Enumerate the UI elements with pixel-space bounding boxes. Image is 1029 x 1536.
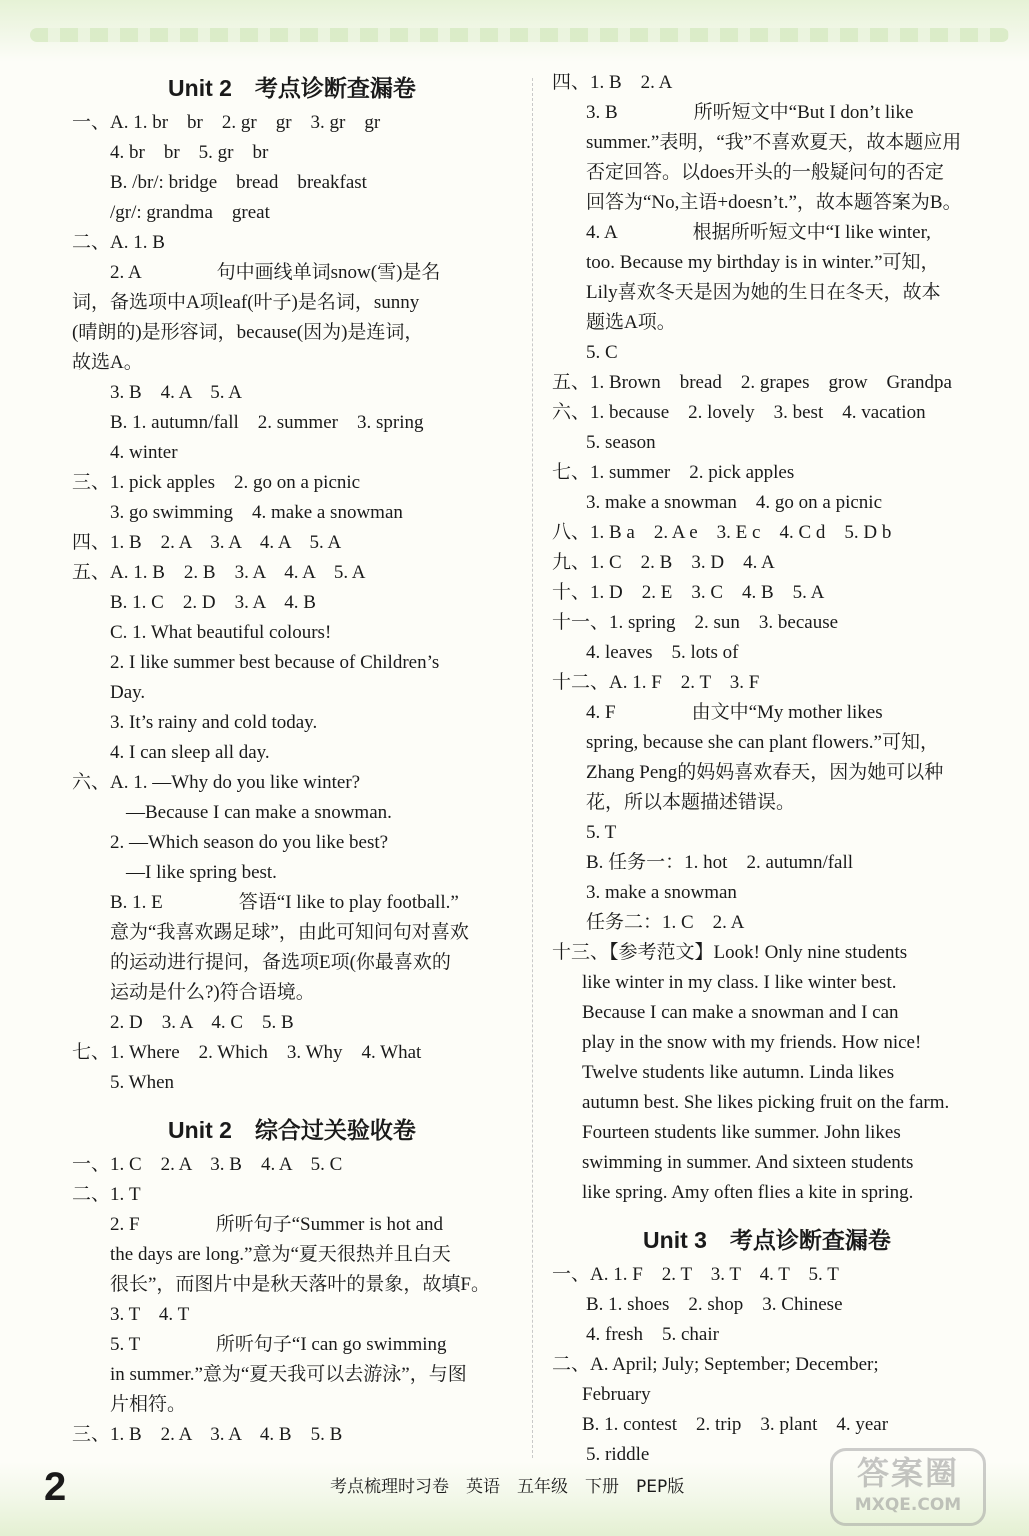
answer-line: the days are long.”意为“夏天很热并且白天	[110, 1244, 451, 1265]
answer-line: (晴朗的)是形容词，because(因为)是连词，	[72, 322, 424, 343]
answer-line: 题选A项。	[586, 312, 676, 333]
footer-book-info: 考点梳理时习卷 英语 五年级 下册 PEP版	[330, 1477, 685, 1497]
answer-line: 3. B 所听短文中“But I don’t like	[586, 102, 914, 123]
section-heading-unit2-diagnosis: Unit 2 考点诊断查漏卷	[168, 75, 416, 101]
left-column	[72, 68, 512, 1450]
answer-line: 否定回答。以does开头的一般疑问句的否定	[586, 162, 944, 183]
answer-line: 六、1. because 2. lovely 3. best 4. vacation	[552, 402, 926, 423]
answer-line: 4. A 根据所听短文中“I like winter,	[586, 222, 931, 243]
watermark-title: 答案圈	[856, 1454, 959, 1492]
answer-line: 意为“我喜欢踢足球”，由此可知问句对喜欢	[110, 922, 469, 943]
answer-line: 很长”，而图片中是秋天落叶的景象，故填F。	[110, 1274, 491, 1295]
answer-line: 3. go swimming 4. make a snowman	[110, 502, 403, 523]
answer-line: autumn best. She likes picking fruit on the farm.	[582, 1092, 950, 1113]
answer-line: 4. br br 5. gr br	[110, 142, 269, 163]
answer-line: 4. fresh 5. chair	[586, 1324, 719, 1345]
right-column	[552, 68, 982, 1470]
answer-line: 运动是什么?)符合语境。	[110, 982, 315, 1003]
top-decorative-band	[0, 0, 1029, 62]
answer-line: 二、A. April; July; September; December;	[552, 1354, 879, 1375]
answer-line: 5. C	[586, 342, 618, 363]
column-divider	[532, 78, 533, 1458]
answer-line: 四、1. B 2. A 3. A 4. A 5. A	[72, 532, 342, 553]
answer-line: B. 1. E 答语“I like to play football.”	[110, 892, 459, 913]
answer-line: 四、1. B 2. A	[552, 72, 673, 93]
answer-line: —Because I can make a snowman.	[126, 802, 392, 823]
answer-line: B. 1. C 2. D 3. A 4. B	[110, 592, 316, 613]
section-heading-unit2-review: Unit 2 综合过关验收卷	[168, 1117, 416, 1143]
answer-line: 5. season	[586, 432, 656, 453]
answer-line: 2. A 句中画线单词snow(雪)是名	[110, 262, 441, 283]
answer-line: swimming in summer. And sixteen students	[582, 1152, 914, 1173]
answer-line: B. 任务一：1. hot 2. autumn/fall	[586, 852, 854, 873]
answer-line: 4. winter	[110, 442, 178, 463]
answer-line: too. Because my birthday is in winter.”可知，	[586, 252, 940, 273]
answer-line: 4. leaves 5. lots of	[586, 642, 739, 663]
section-heading-unit3-diagnosis: Unit 3 考点诊断查漏卷	[643, 1227, 891, 1253]
answer-line: /gr/: grandma great	[110, 202, 270, 223]
answer-line: 花，所以本题描述错误。	[586, 792, 796, 813]
spacer	[552, 1208, 982, 1220]
answer-line: 六、A. 1. —Why do you like winter?	[72, 772, 361, 793]
answer-line: 七、1. summer 2. pick apples	[552, 462, 795, 483]
answer-line: 3. make a snowman	[586, 882, 737, 903]
answer-line: 3. It’s rainy and cold today.	[110, 712, 318, 733]
answer-line: 一、A. 1. F 2. T 3. T 4. T 5. T	[552, 1264, 839, 1285]
answer-line: 5. When	[110, 1072, 175, 1093]
answer-line: B. 1. shoes 2. shop 3. Chinese	[586, 1294, 843, 1315]
answer-line: 十一、1. spring 2. sun 3. because	[552, 612, 839, 633]
answer-line: 4. F 由文中“My mother likes	[586, 702, 883, 723]
answer-line: Because I can make a snowman and I can	[582, 1002, 899, 1023]
answer-line: Day.	[110, 682, 146, 703]
answer-line: 的运动进行提问，备选项E项(你最喜欢的	[110, 952, 451, 973]
answer-line: 一、1. C 2. A 3. B 4. A 5. C	[72, 1154, 343, 1175]
answer-line: B. 1. autumn/fall 2. summer 3. spring	[110, 412, 424, 433]
answer-line: 回答为“No,主语+doesn’t.”，故本题答案为B。	[586, 192, 962, 213]
answer-line: 五、1. Brown bread 2. grapes grow Grandpa	[552, 372, 952, 393]
answer-line: Zhang Peng的妈妈喜欢春天，因为她可以种	[586, 762, 944, 783]
answer-line: 一、A. 1. br br 2. gr gr 3. gr gr	[72, 112, 381, 133]
answer-line: 十二、A. 1. F 2. T 3. F	[552, 672, 760, 693]
page-number: 2	[44, 1465, 67, 1509]
answer-line: 3. B 4. A 5. A	[110, 382, 242, 403]
answer-line: 七、1. Where 2. Which 3. Why 4. What	[72, 1042, 422, 1063]
answer-line: summer.”表明，“我”不喜欢夏天，故本题应用	[586, 132, 962, 153]
answer-line: 4. I can sleep all day.	[110, 742, 270, 763]
answer-line: spring, because she can plant flowers.”可知，	[586, 732, 939, 753]
answer-line: 3. make a snowman 4. go on a picnic	[586, 492, 883, 513]
answer-line: 九、1. C 2. B 3. D 4. A	[552, 552, 775, 573]
spacer	[72, 1098, 512, 1110]
answer-line: in summer.”意为“夏天我可以去游泳”，与图	[110, 1364, 467, 1385]
answer-line: 2. I like summer best because of Children’s	[110, 652, 440, 673]
answer-line: like spring. Amy often flies a kite in spring.	[582, 1182, 914, 1203]
answer-line: 2. —Which season do you like best?	[110, 832, 389, 853]
answer-line: February	[582, 1384, 651, 1405]
answer-line: 十、1. D 2. E 3. C 4. B 5. A	[552, 582, 825, 603]
answer-line: 任务二：1. C 2. A	[586, 912, 745, 933]
answer-line: 词，备选项中A项leaf(叶子)是名词，sunny	[72, 292, 420, 313]
answer-line: 八、1. B a 2. A e 3. E c 4. C d 5. D b	[552, 522, 892, 543]
answer-line: play in the snow with my friends. How nice!	[582, 1032, 922, 1053]
answer-line: 3. T 4. T	[110, 1304, 190, 1325]
answer-line: Twelve students like autumn. Linda likes	[582, 1062, 895, 1083]
answer-line: —I like spring best.	[126, 862, 277, 883]
answer-line: 2. F 所听句子“Summer is hot and	[110, 1214, 444, 1235]
answer-line: Lily喜欢冬天是因为她的生日在冬天，故本	[586, 282, 941, 303]
answer-line: 片相符。	[110, 1394, 187, 1415]
watermark-url: MXQE.COM	[854, 1495, 962, 1515]
answer-line: 5. T 所听句子“I can go swimming	[110, 1334, 447, 1355]
watermark-logo	[830, 1448, 986, 1526]
answer-line: 二、1. T	[72, 1184, 141, 1205]
answer-line: like winter in my class. I like winter best.	[582, 972, 897, 993]
answer-line: 5. riddle	[586, 1444, 650, 1465]
answer-line: C. 1. What beautiful colours!	[110, 622, 332, 643]
answer-line: 五、A. 1. B 2. B 3. A 4. A 5. A	[72, 562, 366, 583]
answer-line: 5. T	[586, 822, 617, 843]
answer-line: 三、1. pick apples 2. go on a picnic	[72, 472, 361, 493]
answer-line: 故选A。	[72, 352, 143, 373]
answer-line: B. 1. contest 2. trip 3. plant 4. year	[582, 1414, 889, 1435]
answer-line: 2. D 3. A 4. C 5. B	[110, 1012, 294, 1033]
answer-line: 二、A. 1. B	[72, 232, 165, 253]
answer-line: 三、1. B 2. A 3. A 4. B 5. B	[72, 1424, 343, 1445]
answer-line: 十三、【参考范文】Look! Only nine students	[552, 942, 908, 963]
answer-line: Fourteen students like summer. John likes	[582, 1122, 901, 1143]
answer-line: B. /br/: bridge bread breakfast	[110, 172, 367, 193]
